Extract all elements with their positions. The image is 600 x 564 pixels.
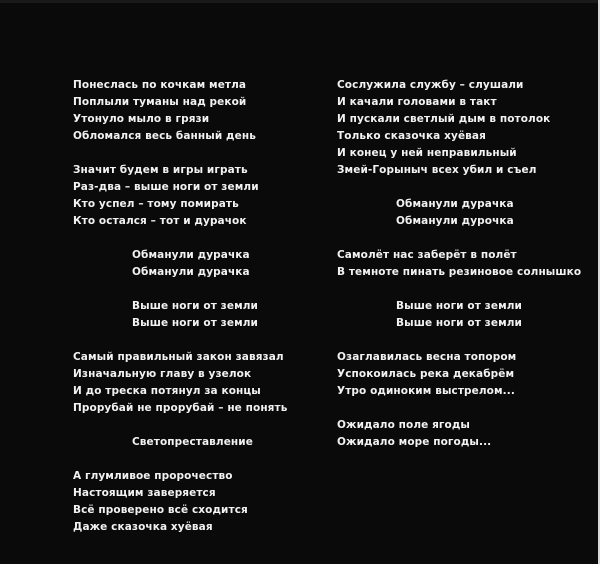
lyric-line: Значит будем в игры играть [73, 164, 248, 176]
lyric-line: Раз-два – выше ноги от земли [73, 181, 259, 193]
lyric-line: Ожидало поле ягоды [337, 419, 471, 431]
verse-7 [337, 349, 567, 400]
verse-8 [337, 417, 567, 451]
verse-5 [337, 77, 567, 179]
lyric-line: Поплыли туманы над рекой [73, 96, 247, 108]
chorus-line: Обманули дурачка [132, 266, 250, 278]
lyric-line: Прорубай не прорубай – не понять [73, 402, 288, 414]
verse-1 [73, 77, 313, 145]
chorus-5 [337, 298, 567, 332]
lyric-line: Только сказочка хуёвая [337, 130, 486, 142]
lyric-line: Успокоилась река декабрём [337, 368, 515, 380]
lyric-line: Настоящим заверяется [73, 487, 216, 499]
lyric-line: Понеслась по кочкам метла [73, 79, 247, 91]
lyric-line: Утонуло мыло в грязи [73, 113, 210, 125]
lyric-line: Утро одиноким выстрелом... [337, 385, 515, 397]
chorus-line: Выше ноги от земли [132, 317, 259, 329]
verse-2 [73, 162, 313, 230]
verse-6 [337, 247, 582, 281]
chorus-line: Обманули дурачка [396, 198, 514, 210]
left-column [73, 77, 313, 536]
lyric-line: Изначальную главу в узелок [73, 368, 252, 380]
lyric-line: В темноте пинать резиновое солнышко [337, 266, 582, 278]
chorus-line: Светопреставление [132, 436, 253, 448]
lyric-line: Даже сказочка хуёвая [73, 521, 213, 533]
lyric-line: Кто остался – тот и дурачок [73, 215, 247, 227]
lyric-line: Озаглавилась весна топором [337, 351, 517, 363]
lyric-line: И пускали светлый дым в потолок [337, 113, 551, 125]
verse-4 [73, 468, 313, 536]
lyric-line: Обломался весь банный день [73, 130, 256, 142]
lyric-line: Самый правильный закон завязал [73, 351, 284, 363]
scan-edge-top [0, 0, 600, 3]
right-column [337, 77, 582, 451]
chorus-line: Выше ноги от земли [396, 317, 523, 329]
lyric-line: И до треска потянул за концы [73, 385, 261, 397]
chorus-1 [73, 247, 313, 281]
chorus-line: Выше ноги от земли [396, 300, 523, 312]
chorus-line: Выше ноги от земли [132, 300, 259, 312]
chorus-4 [337, 196, 567, 230]
lyric-line: И качали головами в такт [337, 96, 497, 108]
chorus-line: Обманули дурачка [132, 249, 250, 261]
lyric-line: Ожидало море погоды... [337, 436, 492, 448]
lyric-line: Сослужила службу – слушали [337, 79, 524, 91]
lyric-line: Змей-Горыныч всех убил и съел [337, 164, 537, 176]
lyric-line: И конец у ней неправильный [337, 147, 517, 159]
lyric-line: Самолёт нас заберёт в полёт [337, 249, 517, 261]
lyric-line: А глумливое пророчество [73, 470, 233, 482]
chorus-3 [73, 434, 313, 451]
verse-3 [73, 349, 313, 417]
lyric-line: Всё проверено всё сходится [73, 504, 248, 516]
chorus-line: Обманули дурочка [396, 215, 514, 227]
lyric-line: Кто успел – тому помирать [73, 198, 239, 210]
chorus-2 [73, 298, 313, 332]
